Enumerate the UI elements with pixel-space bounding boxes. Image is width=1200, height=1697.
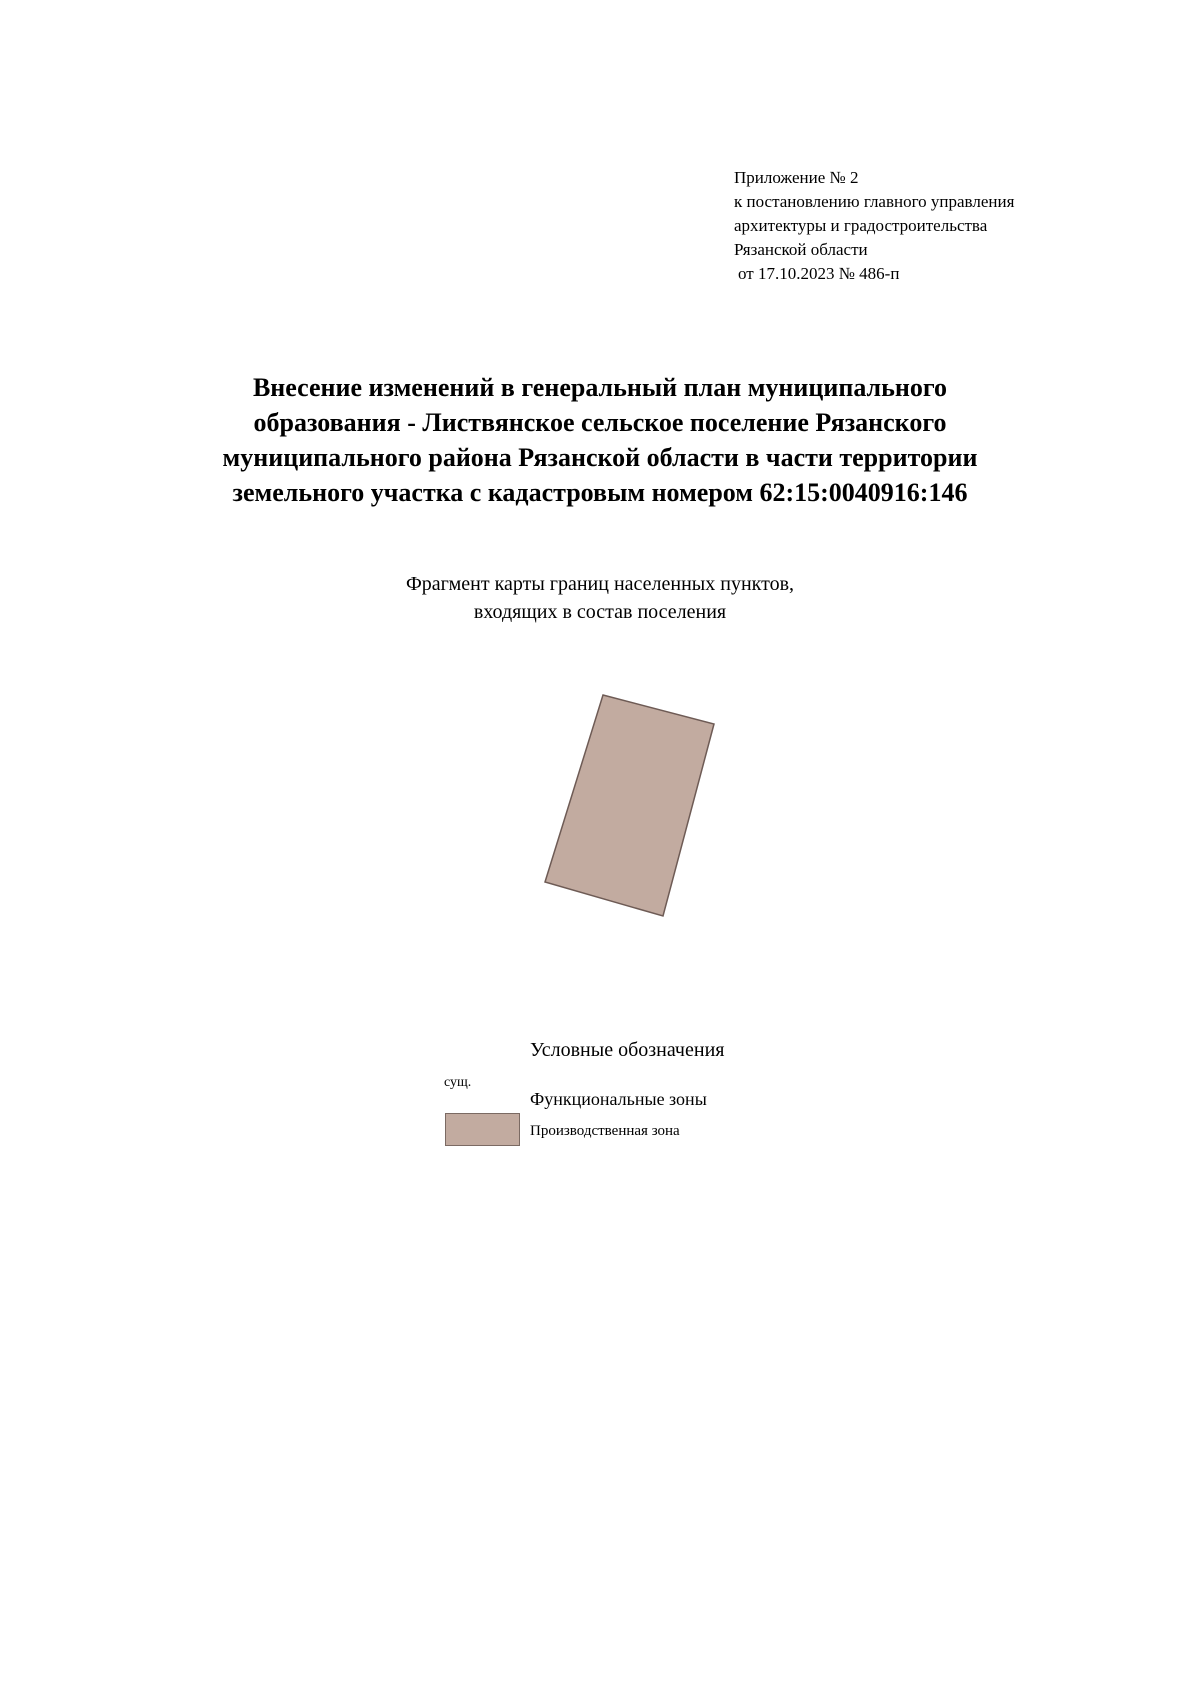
legend-item-label: Производственная зона: [530, 1123, 680, 1139]
appendix-region-line: Рязанской области: [734, 240, 868, 259]
document-title: [100, 370, 1100, 510]
subtitle-line-2: входящих в состав поселения: [473, 601, 727, 623]
title-line-1: Внесение изменений в генеральный план муниципального: [252, 373, 948, 402]
map-fragment: [540, 690, 720, 920]
title-line-2: образования - Листвянское сельское поселение Рязанского: [253, 408, 947, 437]
map-subtitle: [300, 570, 900, 626]
appendix-date-number: от 17.10.2023 № 486-п: [738, 264, 900, 283]
subtitle-line-1: Фрагмент карты границ населенных пунктов,: [405, 573, 795, 595]
industrial-zone-parcel: [545, 695, 714, 916]
appendix-block: [734, 166, 1114, 286]
appendix-resolution-line: к постановлению главного управления: [734, 192, 1015, 211]
title-line-4: земельного участка с кадастровым номером 62:15:0040916:146: [232, 478, 968, 507]
legend-swatch-industrial-zone: [445, 1113, 520, 1146]
legend-group-heading: Функциональные зоны: [530, 1089, 707, 1109]
appendix-number: Приложение № 2: [734, 168, 859, 187]
title-line-3: муниципального района Рязанской области в части территории: [222, 443, 978, 472]
appendix-authority-line: архитектуры и градостроительства: [734, 216, 988, 235]
legend-status-label: сущ.: [444, 1075, 472, 1090]
legend-title: Условные обозначения: [530, 1039, 725, 1061]
